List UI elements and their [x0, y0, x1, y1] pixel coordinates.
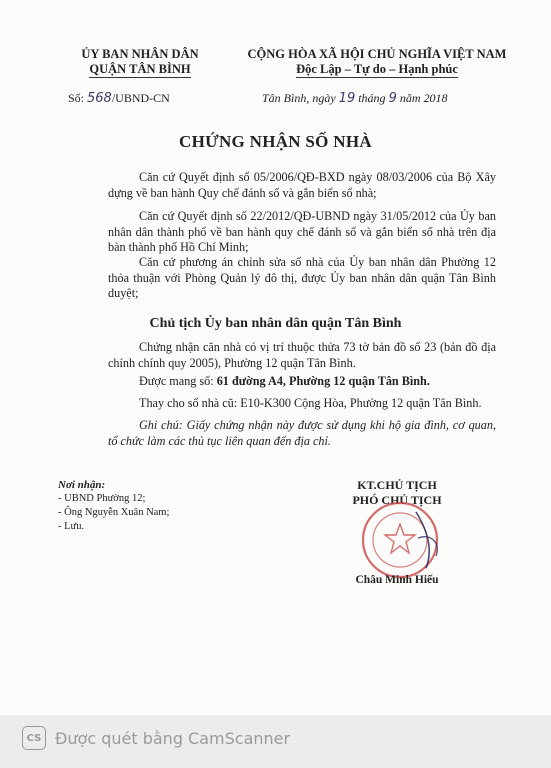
date-month: 9	[388, 91, 397, 106]
recipient-item: - Ông Nguyễn Xuân Nam;	[58, 507, 170, 518]
watermark-text: Được quét bằng CamScanner	[55, 728, 291, 748]
camscanner-logo-icon: CS	[22, 726, 46, 750]
signature-line2: PHÓ CHỦ TỊCH	[352, 493, 442, 507]
document-number	[68, 91, 170, 106]
issuer-line1: ỦY BAN NHÂN DÂN	[81, 47, 199, 61]
new-number-label: Được mang số:	[139, 374, 217, 388]
signature-line1: KT.CHỦ TỊCH	[357, 478, 437, 492]
issuer-line2: QUẬN TÂN BÌNH	[89, 62, 191, 76]
new-house-number	[108, 374, 496, 390]
legal-basis-2: Căn cứ Quyết định số 22/2012/QĐ-UBND ngày 31/05/2012 của Ủy ban nhân dân thành phố về ban hành quy chế đánh số và gắn biển số nhà trên địa bàn thành phố Hồ Chí Minh;	[108, 209, 496, 254]
date-year: năm 2018	[396, 91, 448, 105]
date-prefix: Tân Bình, ngày	[262, 91, 339, 105]
document-title: CHỨNG NHẬN SỐ NHÀ	[179, 132, 372, 151]
national-title: CỘNG HÒA XÃ HỘI CHỦ NGHĨA VIỆT NAM	[247, 47, 507, 61]
new-number-value: 61 đường A4, Phường 12 quận Tân Bình.	[216, 374, 430, 388]
recipient-item: - Lưu.	[58, 521, 85, 532]
national-motto: Độc Lập – Tự do – Hạnh phúc	[296, 62, 458, 76]
certify-location: Chứng nhận căn nhà có vị trí thuộc thửa 73 tờ bản đồ số 23 (bản đồ địa chính chính quy 2005), Phường 12 quận Tân Bình.	[108, 340, 496, 370]
authority-subtitle: Chủ tịch Ủy ban nhân dân quận Tân Bình	[149, 316, 402, 331]
doc-number-handwritten: 568	[87, 91, 112, 106]
doc-number-suffix: /UBND-CN	[111, 91, 170, 105]
doc-number-prefix: Số:	[68, 91, 88, 105]
recipient-item: - UBND Phường 12;	[58, 493, 146, 504]
date-day: 19	[338, 91, 356, 106]
issue-date	[262, 91, 448, 106]
official-seal-stamp	[356, 498, 452, 582]
signer-name: Châu Minh Hiếu	[355, 574, 439, 586]
date-month-label: tháng	[355, 91, 389, 105]
legal-basis-3: Căn cứ phương án chỉnh sửa số nhà của Ủy ban nhân dân Phường 12 thỏa thuận với Phòng Quản lý đô thị, được Ủy ban nhân dân quận Tân Bình duyệt;	[108, 255, 496, 300]
old-house-number: Thay cho số nhà cũ: E10-K300 Cộng Hòa, Phường 12 quận Tân Bình.	[139, 396, 482, 410]
national-header	[232, 47, 522, 78]
recipients-block	[58, 478, 169, 534]
recipients-heading: Nơi nhận:	[58, 479, 106, 491]
issuer-header	[50, 47, 230, 78]
legal-basis-1: Căn cứ Quyết định số 05/2006/QĐ-BXD ngày 08/03/2006 của Bộ Xây dựng về ban hành Quy chế đánh số và gắn biển số nhà;	[108, 170, 496, 200]
note: Ghi chú: Giấy chứng nhận này được sử dụng khi hộ gia đình, cơ quan, tổ chức làm các thủ tục liên quan đến địa chỉ.	[108, 418, 496, 448]
camscanner-watermark	[22, 726, 290, 750]
